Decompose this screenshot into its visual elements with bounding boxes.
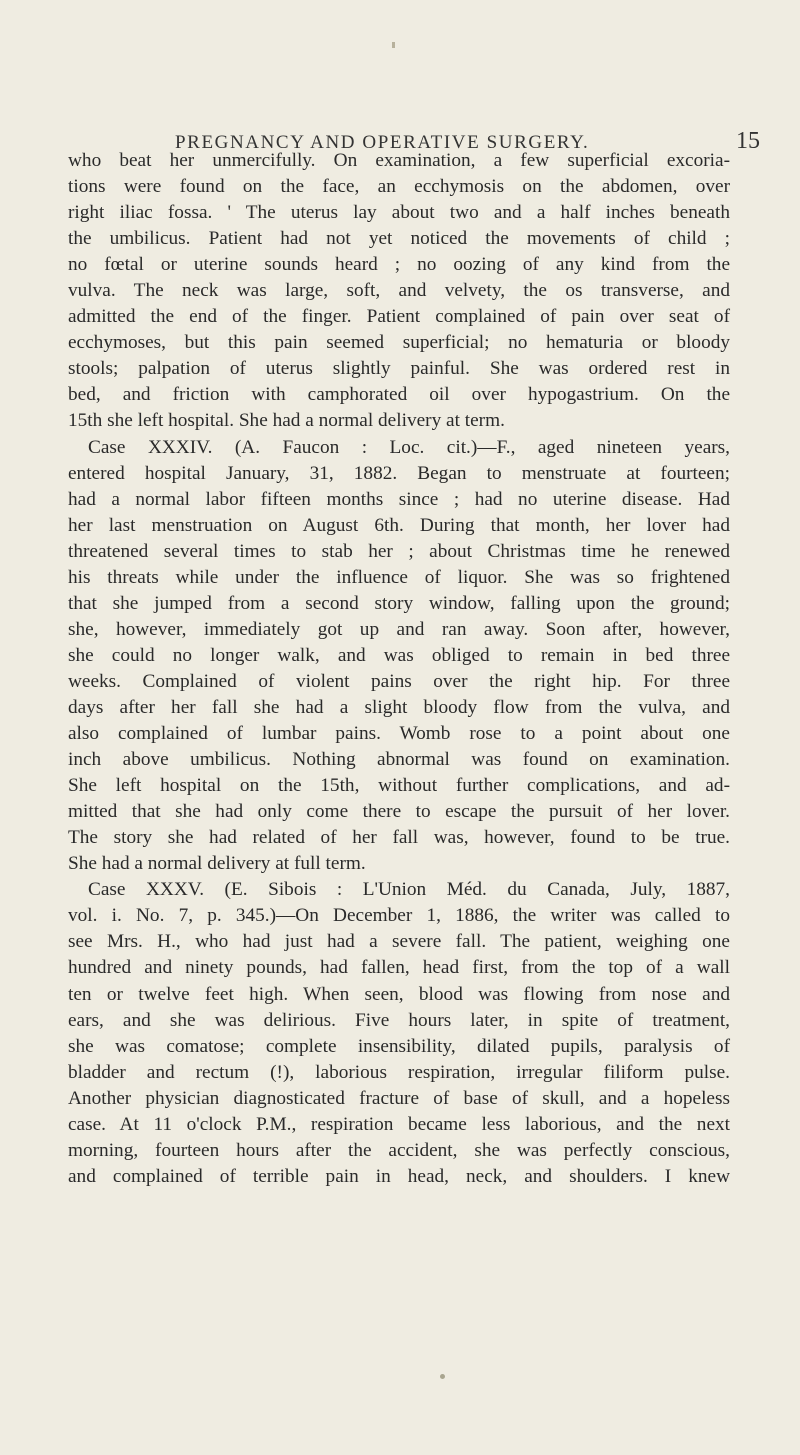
- text-line: ten or twelve feet high. When seen, blood was flowing from nose and: [68, 983, 730, 1005]
- text-line: the umbilicus. Patient had not yet noticed the movements of child ;: [68, 228, 730, 250]
- text-line: mitted that she had only come there to escape the pursuit of her lover.: [68, 801, 730, 823]
- text-line: ecchymoses, but this pain seemed superficial; no hematuria or bloody: [68, 332, 730, 354]
- text-line: 15th she left hospital. She had a normal delivery at term.: [68, 410, 505, 432]
- text-line: stools; palpation of uterus slightly painful. She was ordered rest in: [68, 358, 730, 380]
- text-line: She had a normal delivery at full term.: [68, 853, 366, 875]
- text-line: weeks. Complained of violent pains over the right hip. For three: [68, 670, 730, 692]
- text-line: vulva. The neck was large, soft, and velvety, the os transverse, and: [68, 280, 730, 302]
- paper-speck: [392, 42, 395, 48]
- text-line: entered hospital January, 31, 1882. Began to menstruate at fourteen;: [68, 462, 730, 484]
- text-line: days after her fall she had a slight bloody flow from the vulva, and: [68, 696, 730, 718]
- text-line: She left hospital on the 15th, without further complications, and ad-: [68, 775, 730, 797]
- paper-blemish: [440, 1374, 445, 1379]
- text-line: admitted the end of the finger. Patient complained of pain over seat of: [68, 306, 730, 328]
- text-line: case. At 11 o'clock P.M., respiration became less laborious, and the next: [68, 1113, 730, 1135]
- text-line: The story she had related of her fall was, however, found to be true.: [68, 827, 730, 849]
- text-line: no fœtal or uterine sounds heard ; no oozing of any kind from the: [68, 254, 730, 276]
- text-line: she was comatose; complete insensibility, dilated pupils, paralysis of: [68, 1035, 730, 1057]
- text-line: who beat her unmercifully. On examination, a few superficial excoria-: [68, 150, 730, 171]
- text-line: and complained of terrible pain in head, neck, and shoulders. I knew: [68, 1165, 730, 1187]
- text-line: her last menstruation on August 6th. During that month, her lover had: [68, 514, 730, 536]
- text-line: his threats while under the influence of liquor. She was so frightened: [68, 566, 730, 588]
- text-line: bed, and friction with camphorated oil over hypogastrium. On the: [68, 384, 730, 406]
- text-line: vol. i. No. 7, p. 345.)—On December 1, 1886, the writer was called to: [68, 905, 730, 927]
- text-line: tions were found on the face, an ecchymosis on the abdomen, over: [68, 176, 730, 198]
- text-line: ears, and she was delirious. Five hours later, in spite of treatment,: [68, 1009, 730, 1031]
- text-line: that she jumped from a second story window, falling upon the ground;: [68, 592, 730, 614]
- text-line: morning, fourteen hours after the accident, she was perfectly conscious,: [68, 1139, 730, 1161]
- text-line: right iliac fossa. ' The uterus lay about two and a half inches beneath: [68, 202, 730, 224]
- text-line: Another physician diagnosticated fracture of base of skull, and a hopeless: [68, 1087, 730, 1109]
- running-head: PREGNANCY AND OPERATIVE SURGERY.: [175, 132, 590, 153]
- text-line: she could no longer walk, and was obliged to remain in bed three: [68, 644, 730, 666]
- text-line: she, however, immediately got up and ran away. Soon after, however,: [68, 618, 730, 640]
- text-line: Case XXXIV. (A. Faucon : Loc. cit.)—F., aged nineteen years,: [88, 436, 730, 458]
- text-line: inch above umbilicus. Nothing abnormal was found on examination.: [68, 749, 730, 771]
- text-line: had a normal labor fifteen months since ; had no uterine disease. Had: [68, 488, 730, 510]
- text-line: bladder and rectum (!), laborious respiration, irregular filiform pulse.: [68, 1061, 730, 1083]
- text-line: also complained of lumbar pains. Womb rose to a point about one: [68, 723, 730, 745]
- text-line: threatened several times to stab her ; about Christmas time he renewed: [68, 540, 730, 562]
- page-number: 15: [736, 128, 760, 154]
- text-line: Case XXXV. (E. Sibois : L'Union Méd. du Canada, July, 1887,: [88, 879, 730, 901]
- text-line: see Mrs. H., who had just had a severe fall. The patient, weighing one: [68, 931, 730, 953]
- body-text: [68, 148, 730, 1190]
- text-line: hundred and ninety pounds, had fallen, head first, from the top of a wall: [68, 957, 730, 979]
